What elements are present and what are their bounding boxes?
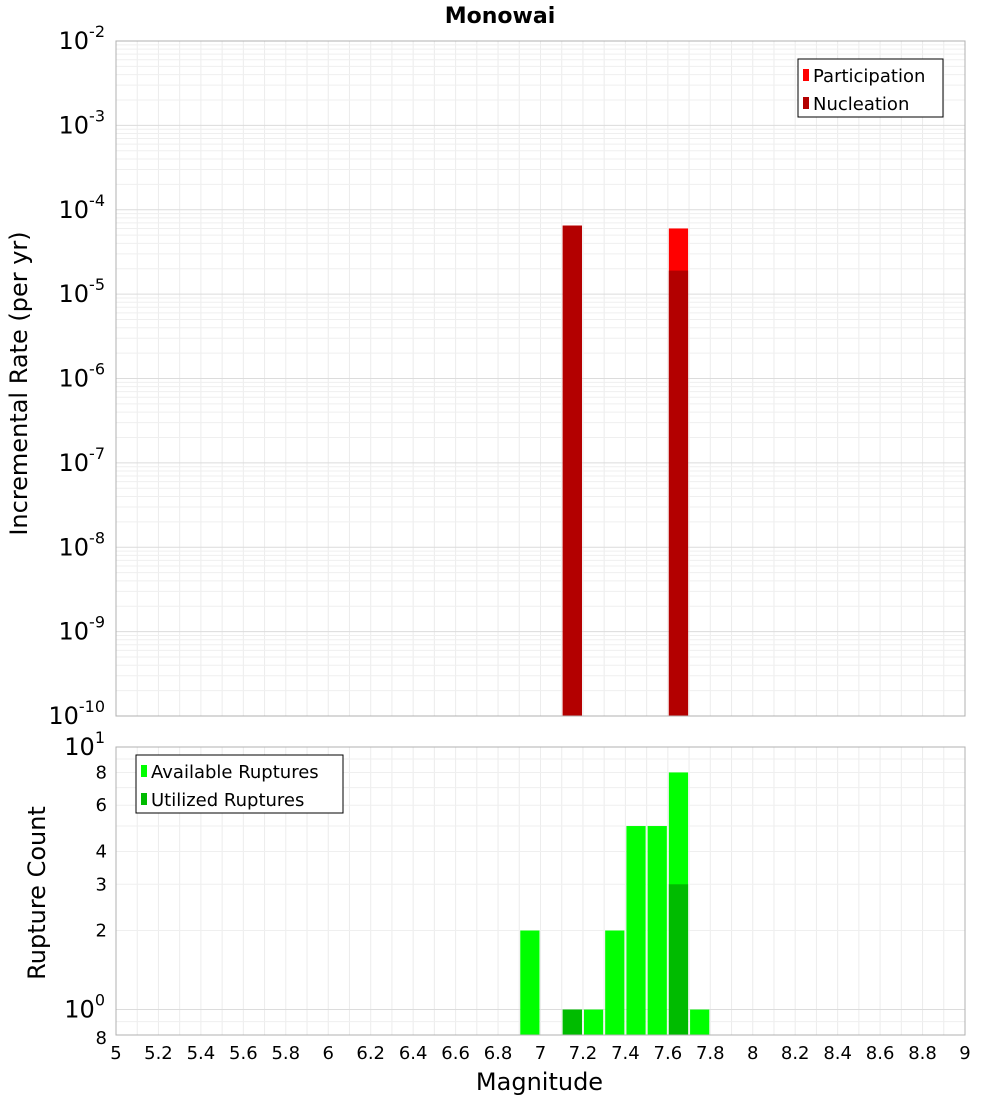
x-tick-label: 5.2: [144, 1043, 173, 1064]
y-tick-label: 101: [64, 728, 105, 761]
y-tick-label: 10-8: [58, 528, 105, 562]
x-tick-label: 6: [322, 1043, 334, 1064]
legend-swatch: [141, 765, 147, 777]
available-ruptures-bar: [648, 826, 667, 1035]
rate-plot-legend: [798, 59, 943, 117]
count-plot-legend: [136, 755, 343, 813]
x-tick-label: 8.8: [908, 1043, 937, 1064]
x-tick-label: 8.2: [780, 1043, 810, 1064]
rate-plot-y-axis-label: Incremental Rate (per yr): [5, 231, 33, 536]
x-tick-label: 6.8: [483, 1043, 513, 1064]
available-ruptures-bar: [626, 826, 645, 1035]
chart-title: Monowai: [444, 4, 556, 29]
count-plot-x-ticks: [110, 1043, 970, 1064]
x-tick-label: 6.2: [356, 1043, 386, 1064]
count-plot-x-axis-label: Magnitude: [475, 1068, 604, 1096]
utilized-ruptures-bar: [563, 1010, 582, 1035]
y-tick-label: 100: [64, 990, 105, 1024]
rate-plot-y-ticks: [48, 22, 105, 730]
x-tick-label: 7.6: [653, 1043, 683, 1064]
y-tick-label: 10-2: [58, 22, 105, 55]
x-tick-label: 6.6: [441, 1043, 470, 1064]
y-tick-label: 3: [95, 874, 107, 896]
x-tick-label: 7.2: [568, 1043, 598, 1064]
y-tick-label: 6: [95, 795, 107, 817]
count-plot-y-axis-label: Rupture Count: [23, 806, 51, 980]
legend-label: Nucleation: [813, 94, 910, 115]
y-tick-label: 10-5: [58, 275, 105, 309]
legend-label: Utilized Ruptures: [151, 790, 305, 811]
utilized-ruptures-bar: [669, 884, 688, 1035]
y-tick-label: 10-7: [58, 443, 105, 477]
y-tick-label: 10-3: [58, 106, 105, 140]
y-tick-label: 8: [95, 1028, 107, 1049]
y-tick-label: 10-10: [48, 697, 105, 730]
x-tick-label: 8.4: [823, 1043, 852, 1064]
x-tick-label: 8: [747, 1043, 759, 1064]
x-tick-label: 5.4: [186, 1043, 216, 1064]
y-tick-label: 2: [95, 920, 107, 942]
rate-plot-grid: [116, 41, 965, 716]
y-tick-label: 10-4: [58, 190, 105, 224]
x-tick-label: 5: [110, 1043, 122, 1064]
rate-plot: [5, 22, 965, 730]
nucleation-bar: [669, 271, 688, 716]
x-tick-label: 5.8: [271, 1043, 301, 1064]
count-plot: [23, 728, 971, 1096]
available-ruptures-bar: [584, 1010, 603, 1035]
available-ruptures-bar: [690, 1010, 709, 1035]
nucleation-bar: [563, 226, 582, 716]
y-tick-label: 4: [95, 841, 107, 863]
x-tick-label: 8.6: [865, 1043, 895, 1064]
x-tick-label: 7.8: [695, 1043, 725, 1064]
available-ruptures-bar: [605, 931, 624, 1035]
y-tick-label: 10-6: [58, 359, 105, 393]
count-plot-y-ticks: [64, 728, 107, 1049]
x-tick-label: 7: [534, 1043, 547, 1064]
x-tick-label: 5.6: [229, 1043, 258, 1064]
legend-swatch: [803, 69, 809, 81]
count-plot-bars: [520, 772, 709, 1035]
available-ruptures-bar: [520, 931, 539, 1035]
legend-label: Participation: [813, 66, 926, 87]
x-tick-label: 7.4: [611, 1043, 640, 1064]
y-tick-label: 8: [95, 762, 107, 784]
x-tick-label: 6.4: [398, 1043, 428, 1064]
x-tick-label: 9: [959, 1043, 971, 1064]
y-tick-label: 10-9: [58, 612, 105, 646]
legend-swatch: [141, 793, 147, 805]
legend-swatch: [803, 97, 809, 109]
legend-label: Available Ruptures: [151, 762, 319, 783]
